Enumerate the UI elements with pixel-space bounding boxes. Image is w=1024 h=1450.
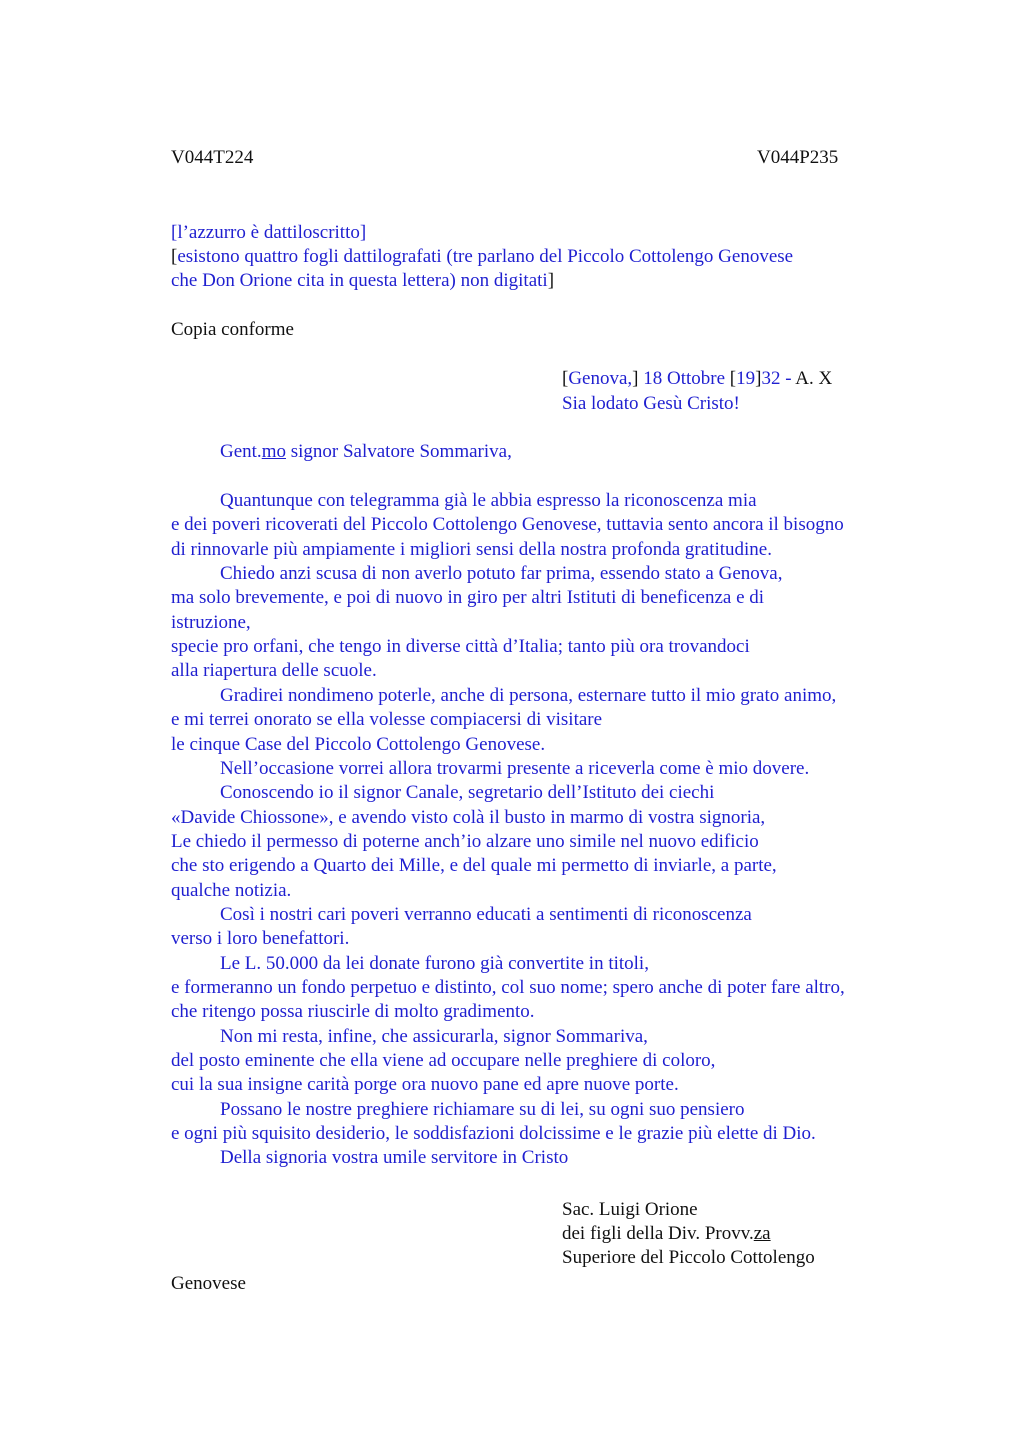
note-line-3 — [171, 269, 554, 293]
body-line: specie pro orfani, che tengo in diverse città d’Italia; tanto più ora trovandoci — [171, 636, 750, 657]
signature-line-2 — [562, 1222, 771, 1246]
note-line-2-text: esistono quattro fogli dattilografati (tre parlano del Piccolo Cottolengo Genovese — [177, 246, 794, 267]
note-bracket-open: [ — [171, 246, 178, 267]
body-line: Le chiedo il permesso di poterne anch’io alzare uno simile nel nuovo edificio — [171, 831, 759, 852]
body-line: e ogni più squisito desiderio, le soddisfazioni dolcissime e le grazie più elette di Dio. — [171, 1123, 816, 1144]
body-line: e mi terrei onorato se ella volesse compiacersi di visitare — [171, 709, 603, 730]
signature-abbr: za — [753, 1223, 771, 1244]
body-line: Gradirei nondimeno poterle, anche di persona, esternare tutto il mio grato animo, — [220, 685, 837, 706]
left-code: V044T224 — [171, 147, 254, 168]
body-line: di rinnovarle più ampiamente i migliori sensi della nostra profonda gratitudine. — [171, 539, 772, 560]
body-line: Possano le nostre preghiere richiamare su di lei, su ogni suo pensiero — [220, 1099, 745, 1120]
dateline-bracket-close: ] — [632, 368, 639, 389]
body-line: e formeranno un fondo perpetuo e distinto, col suo nome; spero anche di poter fare altro, — [171, 977, 845, 998]
body-line: Le L. 50.000 da lei donate furono già convertite in titoli, — [220, 953, 649, 974]
dateline-year-bracket-open: [ — [729, 368, 737, 389]
dateline-day-month: 18 Ottobre — [638, 368, 730, 389]
signature-line-4: Genovese — [171, 1273, 246, 1294]
body-line: le cinque Case del Piccolo Cottolengo Genovese. — [171, 734, 546, 755]
note-line-2 — [171, 245, 793, 269]
body-line: Conoscendo io il signor Canale, segretario dell’Istituto dei ciechi — [220, 782, 715, 803]
body-line: che ritengo possa riuscirle di molto gradimento. — [171, 1001, 535, 1022]
body-line: alla riapertura delle scuole. — [171, 660, 377, 681]
salutation — [220, 440, 512, 464]
body-line: istruzione, — [171, 612, 251, 633]
greeting: Sia lodato Gesù Cristo! — [562, 393, 740, 414]
body-line: cui la sua insigne carità porge ora nuovo pane ed apre nuove porte. — [171, 1074, 679, 1095]
body-line: «Davide Chiossone», e avendo visto colà il busto in marmo di vostra signoria, — [171, 807, 766, 828]
salutation-abbr: mo — [261, 441, 286, 462]
signature-line-3: Superiore del Piccolo Cottolengo — [562, 1247, 815, 1268]
dateline-year-bracket-close: ] — [755, 368, 762, 389]
body-line: Nell’occasione vorrei allora trovarmi presente a riceverla come è mio dovere. — [220, 758, 810, 779]
body-line: Chiedo anzi scusa di non averlo potuto far prima, essendo stato a Genova, — [220, 563, 783, 584]
copy-label: Copia conforme — [171, 319, 294, 340]
salutation-rest: signor Salvatore Sommariva, — [285, 441, 512, 462]
salutation-prefix: Gent. — [220, 441, 262, 462]
dateline-century: 19 — [736, 368, 756, 389]
signature-congregation: dei figli della Div. Provv. — [562, 1223, 754, 1244]
dateline-year: 32 - — [761, 368, 796, 389]
body-line: ma solo brevemente, e poi di nuovo in giro per altri Istituti di beneficenza e di — [171, 587, 765, 608]
body-line: qualche notizia. — [171, 880, 292, 901]
dateline-era: A. X — [795, 368, 833, 389]
body-line: verso i loro benefattori. — [171, 928, 350, 949]
body-line: del posto eminente che ella viene ad occupare nelle preghiere di coloro, — [171, 1050, 716, 1071]
body-line: che sto erigendo a Quarto dei Mille, e del quale mi permetto di inviarle, a parte, — [171, 855, 777, 876]
note-line-1 — [171, 221, 366, 245]
dateline — [562, 367, 832, 391]
dateline-city: Genova, — [568, 368, 633, 389]
note-line-3-text: che Don Orione cita in questa lettera) non digitati — [171, 270, 548, 291]
signature-name: Sac. Luigi Orione — [562, 1199, 698, 1220]
note-bracket-close: ] — [547, 270, 555, 291]
body-line: Della signoria vostra umile servitore in Cristo — [220, 1147, 569, 1168]
body-line: Così i nostri cari poveri verranno educati a sentimenti di riconoscenza — [220, 904, 752, 925]
body-line: e dei poveri ricoverati del Piccolo Cottolengo Genovese, tuttavia sento ancora il bisogno — [171, 514, 844, 535]
body-line: Quantunque con telegramma già le abbia espresso la riconoscenza mia — [220, 490, 757, 511]
note-typed-legend: [l’azzurro è dattiloscritto] — [171, 222, 367, 243]
body-line: Non mi resta, infine, che assicurarla, signor Sommariva, — [220, 1026, 648, 1047]
dateline-bracket-open: [ — [562, 368, 569, 389]
right-code: V044P235 — [757, 147, 839, 168]
